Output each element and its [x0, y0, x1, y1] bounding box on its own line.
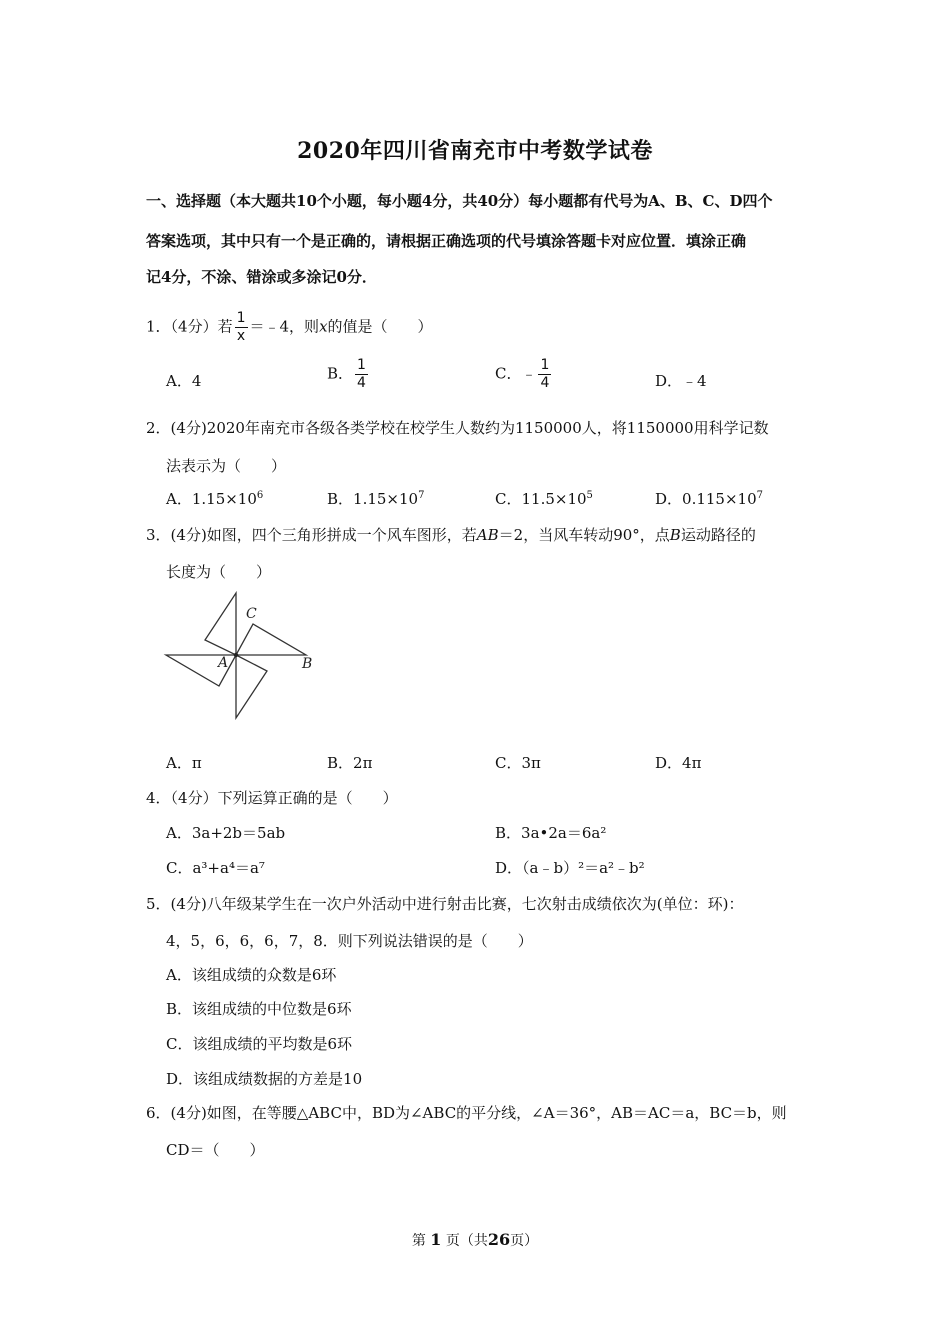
q1-suffix: 的值是（ ） [327, 317, 433, 336]
windmill-blade-bottom [236, 655, 267, 718]
q4-option-b: B．3a•2a＝6a² [495, 824, 607, 842]
q5-option-b: B．该组成绩的中位数是6环 [166, 1000, 352, 1018]
q2-option-b-base: B．1.15×10 [327, 490, 419, 508]
q1-option-c-den: 4 [540, 375, 550, 391]
q3-option-b: B．2π [327, 754, 373, 772]
q1-frac-num: 1 [236, 310, 246, 326]
q5-option-a: A．该组成绩的众数是6环 [166, 966, 337, 984]
q1-var: x [319, 317, 328, 336]
q1-option-a: A．4 [166, 372, 202, 390]
footer-pre: 第 [411, 1233, 426, 1249]
q2-option-c [495, 488, 593, 509]
section1-line2: 答案选项，其中只有一个是正确的，请根据正确选项的代号填涂答题卡对应位置．填涂正确 [146, 232, 747, 250]
q3-line1 [146, 524, 756, 545]
q2-line2: 法表示为（ ） [166, 457, 287, 475]
q1-option-c-label: C．﹣ [495, 364, 537, 383]
q1-option-c [495, 357, 553, 392]
footer-mid: 页（共 [445, 1233, 488, 1249]
q2-option-a-exp: 6 [256, 490, 264, 501]
q4-option-c: C．a³+a⁴＝a⁷ [166, 859, 265, 877]
q6-line1: 6．(4分)如图，在等腰△ABC中，BD为∠ABC的平分线，∠A＝36°，AB＝AC＝a，BC＝b，则 [146, 1104, 787, 1122]
page-title: 2020年四川省南充市中考数学试卷 [297, 138, 653, 164]
q1-fraction [235, 310, 248, 345]
page-footer [0, 1230, 950, 1250]
label-a: A [218, 655, 229, 671]
q1-option-b-num: 1 [357, 357, 366, 373]
q2-line1: 2．(4分)2020年南充市各级各类学校在校学生人数约为1150000人，将1150000用科学记数 [146, 419, 769, 437]
label-b: B [302, 656, 313, 672]
windmill-figure [160, 588, 330, 723]
q5-option-c: C．该组成绩的平均数是6环 [166, 1035, 353, 1053]
q3-option-c: C．3π [495, 754, 541, 772]
q3-line1-b: ＝2，当风车转动90°，点 [498, 526, 670, 544]
question-1 [146, 310, 433, 345]
q4-option-a: A．3a+2b＝5ab [166, 824, 286, 842]
section1-line1: 一、选择题（本大题共10个小题，每小题4分，共40分）每小题都有代号为A、B、C、D四个 [146, 192, 773, 210]
q3-line1-pt: B [669, 526, 681, 544]
q1-option-d: D．﹣4 [655, 372, 707, 390]
q3-option-a: A．π [166, 754, 202, 772]
footer-total-pages: 26 [487, 1230, 511, 1249]
q1-option-b-den: 4 [357, 375, 366, 391]
q3-line2: 长度为（ ） [166, 563, 272, 581]
q4-line1: 4．（4分）下列运算正确的是（ ） [146, 789, 398, 807]
footer-post: 页） [510, 1233, 539, 1249]
q2-option-b-exp: 7 [418, 490, 425, 501]
q2-option-c-exp: 5 [586, 490, 593, 501]
q1-frac-den: x [236, 328, 246, 344]
q1-option-b [327, 357, 370, 392]
label-c: C [246, 606, 257, 622]
point-a-dot [234, 653, 238, 657]
q2-option-d-base: D．0.115×10 [655, 490, 757, 508]
q4-option-d: D．（a﹣b）²＝a²﹣b² [495, 859, 645, 877]
q2-option-d [655, 488, 763, 509]
footer-page-number: 1 [430, 1230, 442, 1249]
q3-line1-c: 运动路径的 [680, 526, 756, 544]
q2-option-b [327, 488, 424, 509]
q5-line1: 5．(4分)八年级某学生在一次户外活动中进行射击比赛，七次射击成绩依次为(单位：环)： [146, 895, 744, 913]
q2-option-d-exp: 7 [756, 490, 763, 501]
section1-line3: 记4分，不涂、错涂或多涂记0分． [146, 268, 377, 286]
windmill-blade-right [236, 624, 306, 655]
windmill-blade-top [205, 593, 236, 655]
q1-option-b-label: B． [327, 364, 354, 383]
q6-line2: CD＝（ ） [166, 1141, 265, 1159]
q2-option-a-base: A．1.15×10 [166, 490, 257, 508]
q1-prefix: 1．（4分）若 [146, 317, 233, 336]
q1-mid: ＝﹣4，则 [249, 317, 320, 336]
q3-line1-ab: AB [476, 526, 499, 544]
q1-option-c-num: 1 [540, 357, 550, 373]
q5-option-d: D．该组成绩数据的方差是10 [166, 1070, 363, 1088]
q5-line2: 4，5，6，6，6，7，8．则下列说法错误的是（ ） [166, 932, 533, 950]
q3-line1-a: 3．(4分)如图，四个三角形拼成一个风车图形，若 [146, 526, 477, 544]
q3-option-d: D．4π [655, 754, 702, 772]
q2-option-a [166, 488, 263, 509]
q2-option-c-base: C．11.5×10 [495, 490, 587, 508]
